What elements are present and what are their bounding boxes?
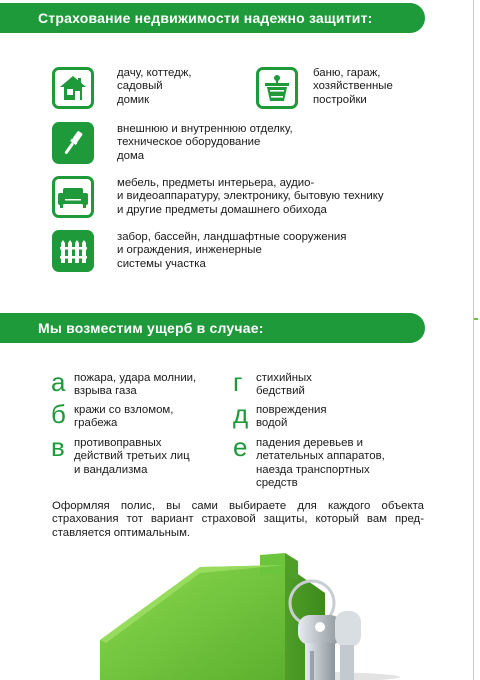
case-text-theft: кражи со взломом, грабежа bbox=[74, 404, 174, 430]
paintbrush-icon bbox=[52, 122, 94, 164]
sofa-icon bbox=[52, 176, 94, 218]
house-keychain-illustration bbox=[80, 545, 410, 680]
case-text-water: повреждения водой bbox=[256, 404, 327, 430]
item-text-dacha: дачу, коттедж, садовый домик bbox=[117, 67, 192, 106]
case-letter-g: г bbox=[233, 367, 243, 397]
case-text-disaster: стихийных бедствий bbox=[256, 372, 312, 398]
fence-icon bbox=[52, 230, 94, 272]
page-edge bbox=[473, 0, 474, 680]
bathhouse-bucket-icon bbox=[256, 67, 298, 109]
case-letter-a: а bbox=[51, 367, 66, 397]
key-back bbox=[335, 611, 361, 680]
case-text-falling: падения деревьев и летательных аппаратов, наезда транспортных средств bbox=[256, 437, 385, 489]
case-text-vandalism: противоправных действий третьих лиц и вандализма bbox=[74, 437, 190, 476]
case-letter-d: д bbox=[233, 399, 249, 429]
item-text-fence: забор, бассейн, ландшафтные сооружения и ограждения, инженерные системы участка bbox=[117, 231, 347, 270]
chimney bbox=[260, 553, 285, 575]
house-icon bbox=[52, 67, 94, 109]
case-letter-e: е bbox=[233, 432, 248, 462]
case-text-fire: пожара, удара молнии, взрыва газа bbox=[74, 372, 197, 398]
section-header-protects: Страхование недвижимости надежно защитит: bbox=[0, 3, 425, 33]
case-letter-v: в bbox=[51, 432, 65, 462]
item-text-furniture: мебель, предметы интерьера, аудио- и видеоаппаратуру, электронику, бытовую технику и другие предметы домашнего обихода bbox=[117, 177, 384, 216]
edge-mark bbox=[474, 318, 478, 320]
policy-note: Оформляя полис, вы сами выбираете для каждого объекта страхования тот вариант страховой защиты, который вам пред-ставляется оптимальным. bbox=[52, 500, 424, 539]
item-text-finishing: внешнюю и внутреннюю отделку, техническое оборудование дома bbox=[117, 123, 293, 162]
item-text-banya: баню, гараж, хозяйственные постройки bbox=[313, 67, 393, 106]
case-letter-b: б bbox=[51, 399, 66, 429]
section-header-damage: Мы возместим ущерб в случае: bbox=[0, 313, 425, 343]
